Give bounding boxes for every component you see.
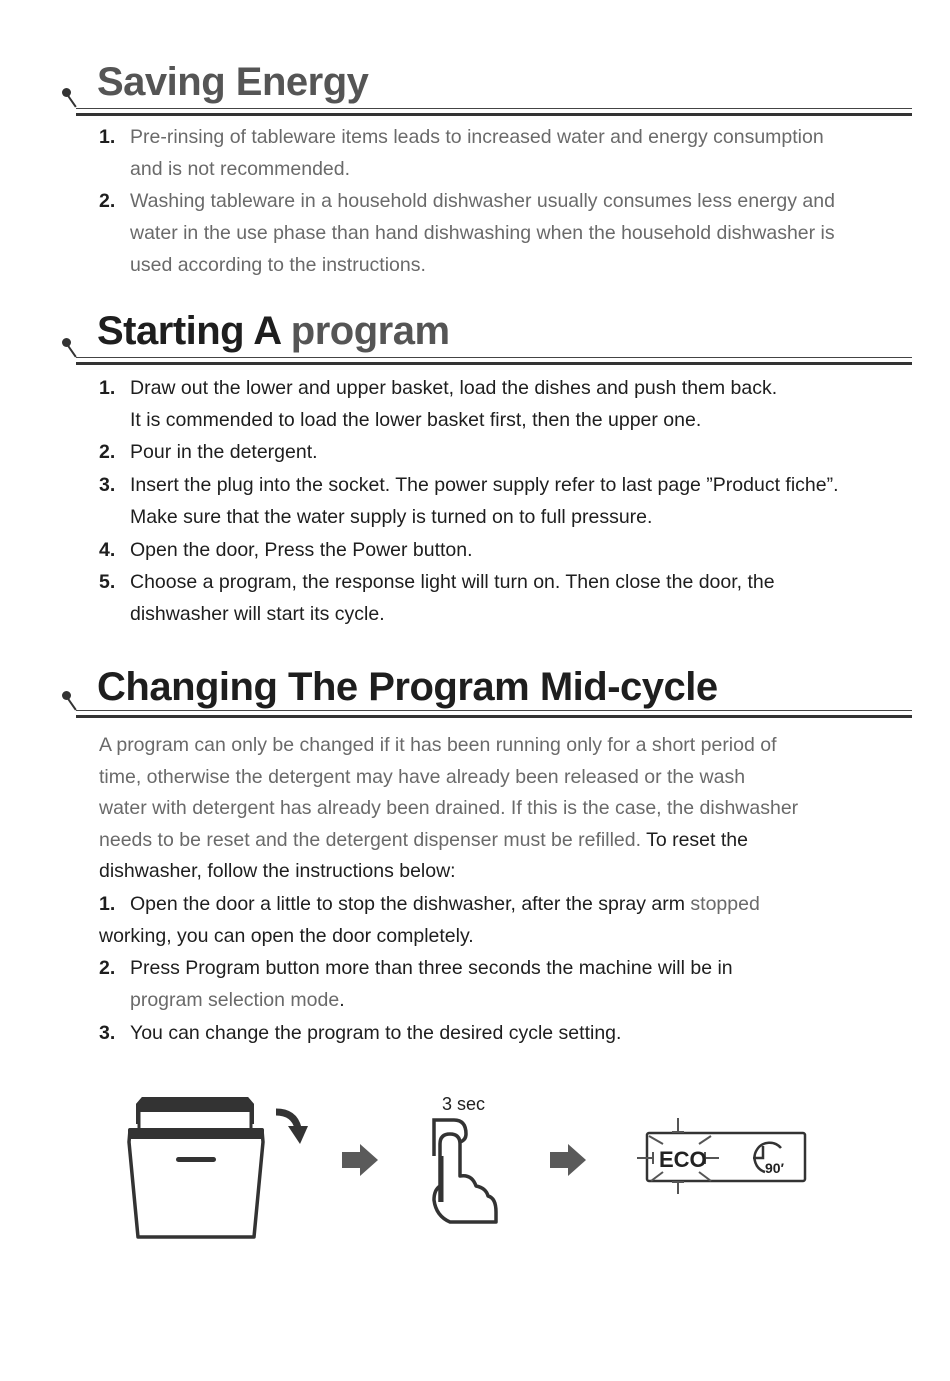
item-text-light: program selection mode: [130, 989, 340, 1011]
heading-rule-thin: [76, 108, 912, 109]
finger-press-icon: [428, 1116, 508, 1228]
heading-bullet-tail: [67, 345, 77, 358]
display-program-label: ECO: [659, 1147, 707, 1172]
intro-text-light: needs to be reset and the detergent dispenser must be refilled.: [99, 829, 642, 851]
item-line: working, you can open the door completely.: [99, 925, 474, 947]
item-line: [130, 888, 760, 920]
item-number: 3.: [99, 474, 116, 496]
heading-saving-energy: Saving Energy: [97, 60, 369, 104]
item-line: Washing tableware in a household dishwasher usually consumes less energy and: [130, 190, 835, 212]
item-line: water in the use phase than hand dishwashing when the household dishwasher is: [130, 222, 835, 244]
item-line: Insert the plug into the socket. The power supply refer to last page ”Product fiche”.: [130, 474, 839, 496]
item-number: 2.: [99, 957, 116, 979]
heading-bullet-tail: [67, 95, 77, 108]
item-number: 4.: [99, 539, 116, 561]
item-line: and is not recommended.: [130, 158, 351, 180]
item-line: [130, 984, 345, 1016]
intro-line: [99, 824, 748, 856]
right-arrow-icon: [340, 1142, 380, 1178]
intro-line: time, otherwise the detergent may have already been released or the wash: [99, 766, 746, 788]
heading-bullet-tail: [67, 698, 77, 711]
intro-line: water with detergent has already been drained. If this is the case, the dishwasher: [99, 797, 799, 819]
item-line: You can change the program to the desired cycle setting.: [130, 1022, 622, 1044]
heading-rule-thin: [76, 710, 912, 711]
item-number: 1.: [99, 126, 116, 148]
right-arrow-icon: [548, 1142, 588, 1178]
item-text-dark: Open the door a little to stop the dishwasher, after the spray arm: [130, 893, 685, 915]
item-number: 2.: [99, 190, 116, 212]
heading-rule-thin: [76, 357, 912, 358]
item-number: 2.: [99, 441, 116, 463]
item-line: Press Program button more than three seconds the machine will be in: [130, 957, 733, 979]
item-number: 1.: [99, 893, 116, 915]
heading-starting-program: [97, 307, 450, 355]
item-line: Make sure that the water supply is turned on to full pressure.: [130, 506, 653, 528]
heading-changing-program: Changing The Program Mid-cycle: [97, 665, 718, 709]
item-number: 1.: [99, 377, 116, 399]
item-line: Choose a program, the response light will turn on. Then close the door, the: [130, 571, 775, 593]
intro-text-dark: To reset the: [641, 829, 748, 851]
intro-line: A program can only be changed if it has been running only for a short period of: [99, 734, 777, 756]
item-text-light: stopped: [684, 893, 760, 915]
control-display-icon: [635, 1118, 815, 1202]
heading-rule-thick: [76, 113, 912, 116]
heading-part-gray: program: [290, 309, 450, 353]
curved-arrow-icon: [272, 1106, 312, 1148]
item-line: used according to the instructions.: [130, 254, 426, 276]
item-line: Pour in the detergent.: [130, 441, 318, 463]
item-number: 5.: [99, 571, 116, 593]
item-text-dark: .: [339, 989, 345, 1011]
display-time-label: 90′: [765, 1160, 784, 1176]
item-number: 3.: [99, 1022, 116, 1044]
intro-line: dishwasher, follow the instructions below:: [99, 860, 456, 882]
item-line: dishwasher will start its cycle.: [130, 603, 385, 625]
item-line: Open the door, Press the Power button.: [130, 539, 473, 561]
heading-part-dark: Starting A: [97, 309, 281, 353]
heading-rule-thick: [76, 362, 912, 365]
hold-duration-label: 3 sec: [442, 1094, 486, 1114]
item-line: It is commended to load the lower basket first, then the upper one.: [130, 409, 702, 431]
heading-rule-thick: [76, 715, 912, 718]
item-line: Draw out the lower and upper basket, load the dishes and push them back.: [130, 377, 778, 399]
item-line: Pre-rinsing of tableware items leads to increased water and energy consumption: [130, 126, 824, 148]
reset-procedure-illustration: [0, 1080, 950, 1260]
